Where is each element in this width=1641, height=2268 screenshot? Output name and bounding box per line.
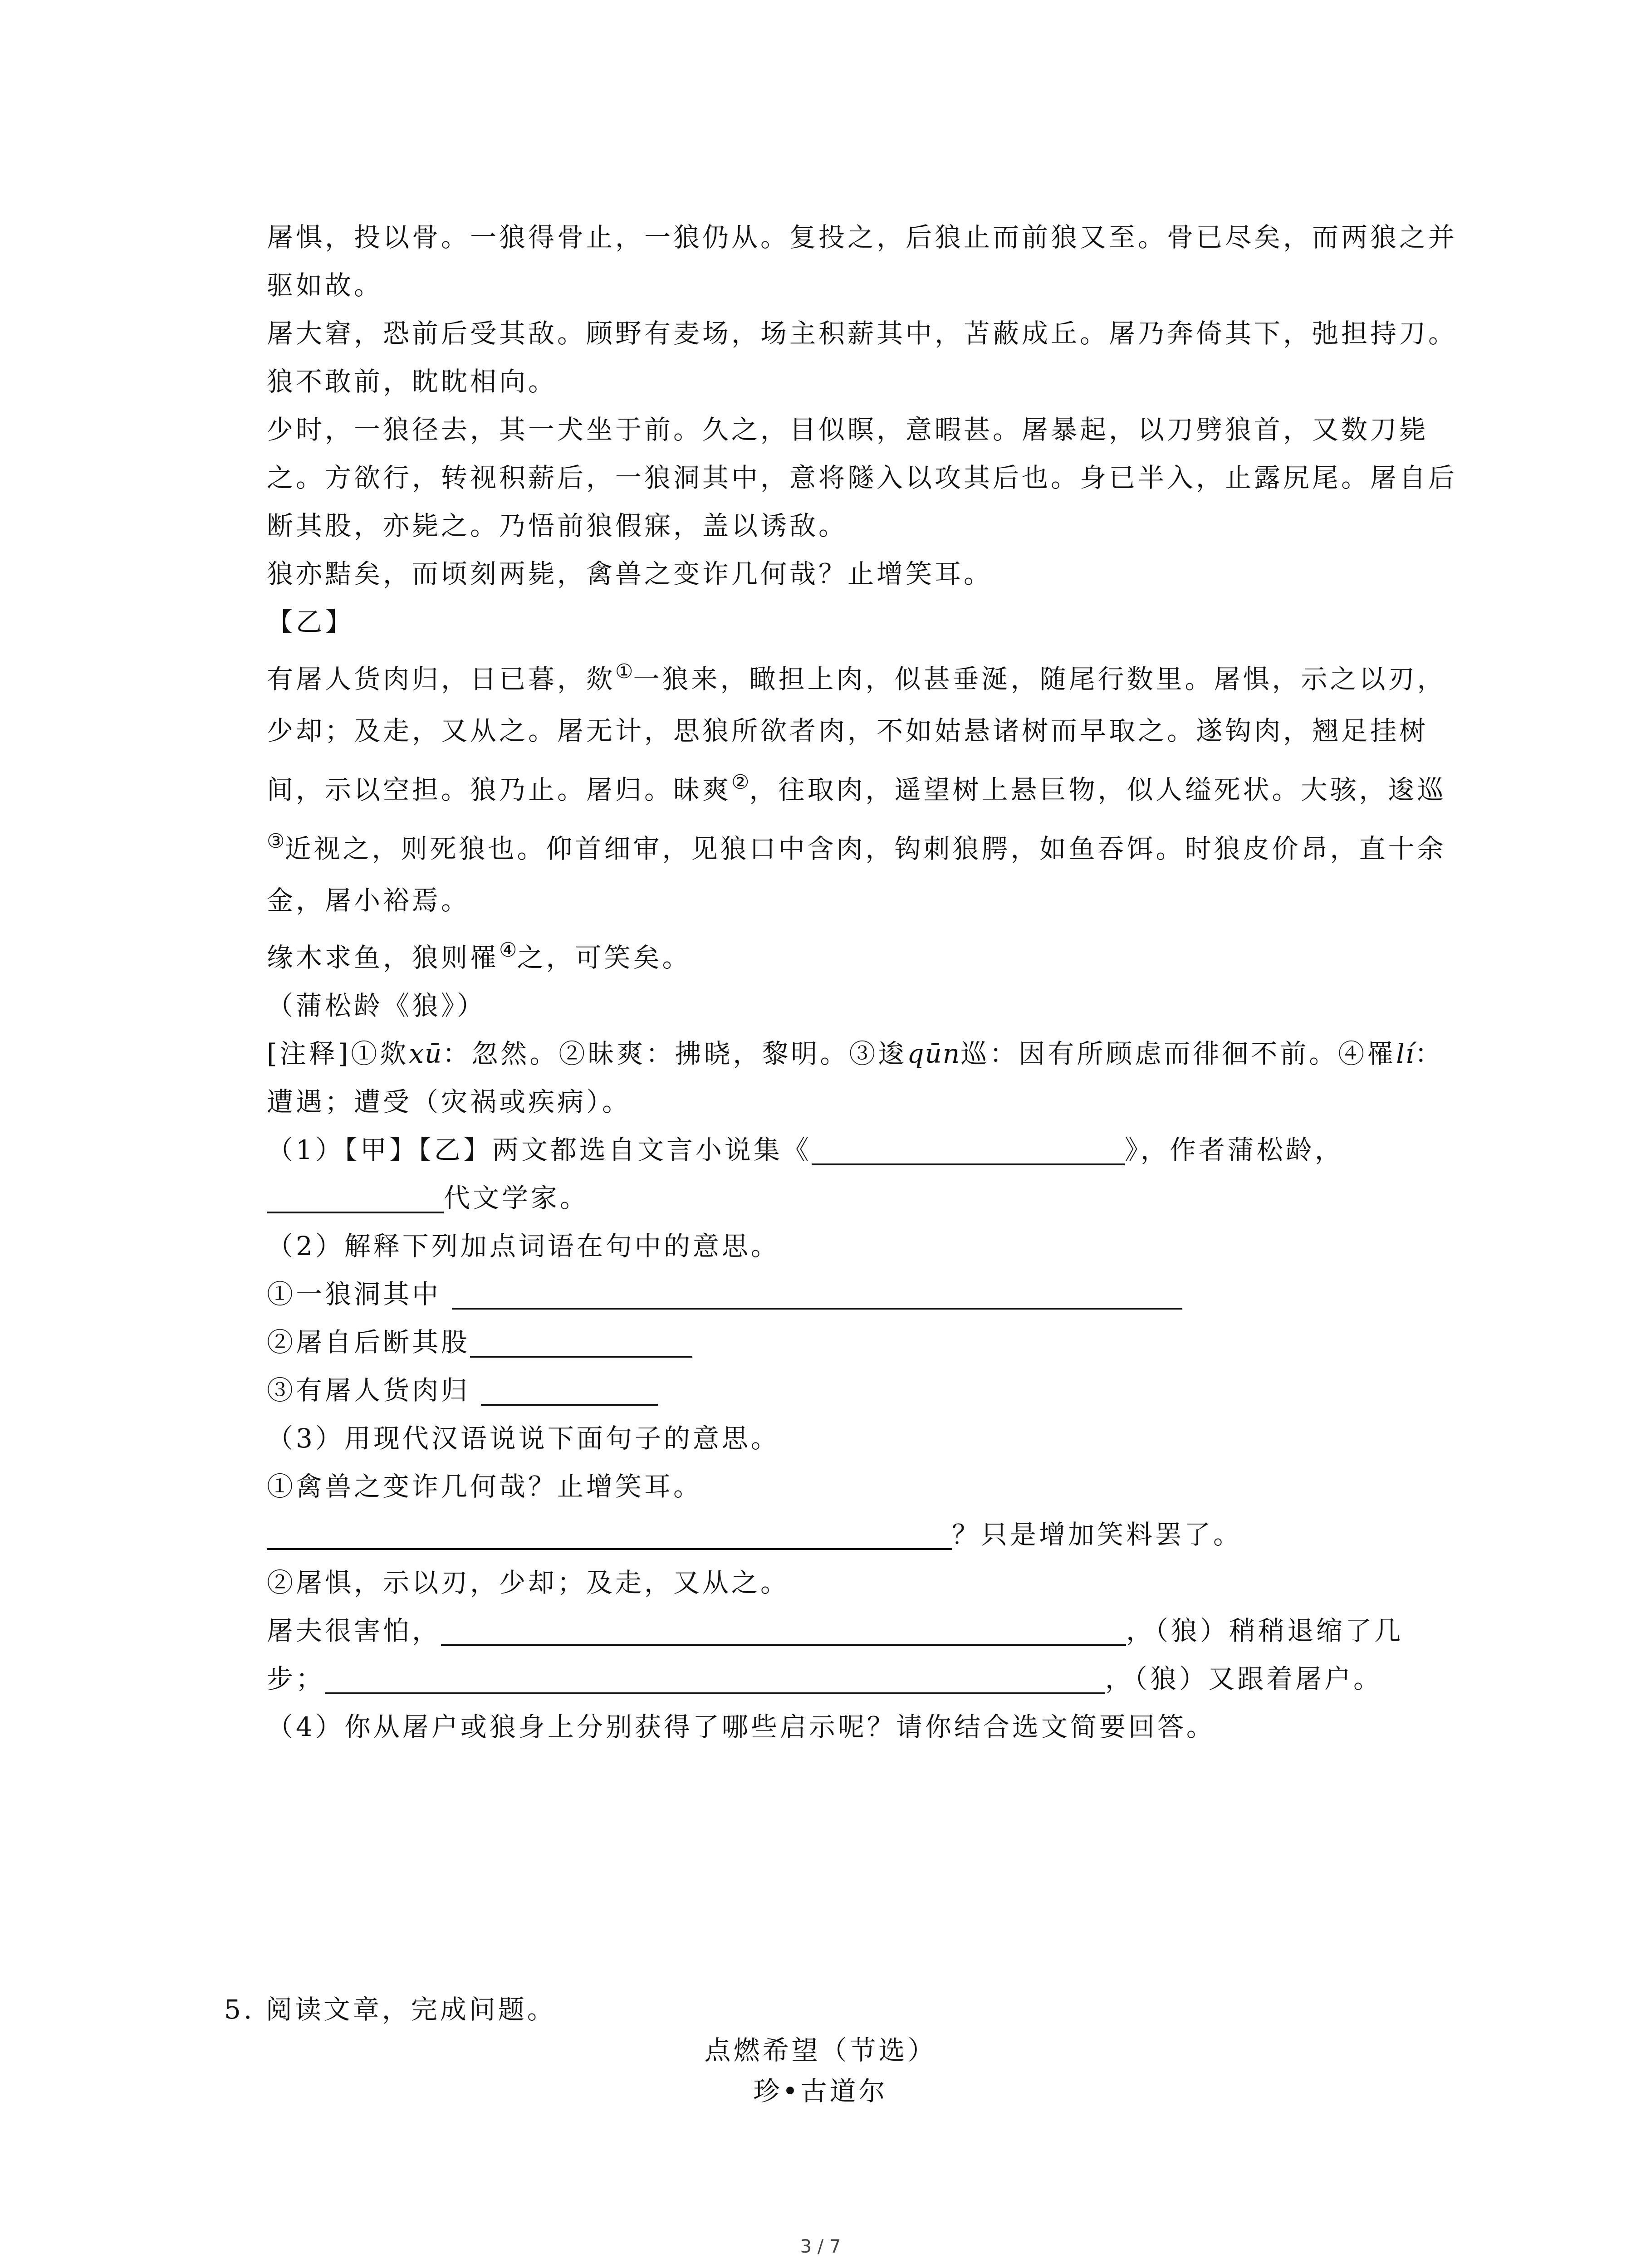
question-2-item-3: ③有屠人货肉归 <box>267 1366 1460 1414</box>
answer-blank[interactable] <box>267 1519 952 1550</box>
answer-blank[interactable] <box>452 1279 1182 1310</box>
annotation-notes: [注释]①欻xū：忽然。②昧爽：拂晓，黎明。③逡qūn巡：因有所顾虑而徘徊不前。④罹lí：遭遇；遭受（灾祸或疾病）。 <box>267 1038 1444 1117</box>
footnote-marker: ④ <box>499 938 517 962</box>
answer-blank[interactable] <box>267 1183 444 1213</box>
answer-blank[interactable] <box>441 1615 1126 1646</box>
footnote-marker: ② <box>731 771 749 794</box>
page-number: 3 / 7 <box>800 2236 841 2257</box>
jia-paragraph-4: 狼亦黠矣，而顷刻两毙，禽兽之变诈几何哉？止增笑耳。 <box>267 558 993 589</box>
answer-blank[interactable] <box>325 1663 1105 1694</box>
answer-blank[interactable] <box>481 1375 658 1406</box>
question-3-item-2-answer: 屠夫很害怕， ，（狼）稍稍退缩了几 步； ，（狼）又跟着屠户。 <box>267 1615 1404 1694</box>
question-3-item-2: ②屠惧，示以刃，少却；及走，又从之。 <box>267 1567 790 1598</box>
question-2-item-2: ②屠自后断其股 <box>267 1318 1460 1366</box>
passage-content <box>267 213 1460 1751</box>
jia-paragraph-3: 少时，一狼径去，其一犬坐于前。久之，目似瞑，意暇甚。屠暴起，以刀劈狼首，又数刀毙之。方欲行，转视积薪后，一狼洞其中，意将隧入以攻其后也。身已半入，止露尻尾。屠自后断其股，亦毙之。乃悟前狼假寐，盖以诱敌。 <box>267 414 1458 541</box>
question-5-label: 5. 阅读文章，完成问题。 <box>224 1994 556 2025</box>
question-3-item-1-answer: ？只是增加笑料罢了。 <box>267 1510 1460 1559</box>
question-2: （2）解释下列加点词语在句中的意思。 <box>267 1231 780 1261</box>
jia-paragraph-1: 屠惧，投以骨。一狼得骨止，一狼仍从。复投之，后狼止而前狼又至。骨已尽矣，而两狼之并驱如故。 <box>267 222 1458 301</box>
footnote-marker: ③ <box>267 830 285 853</box>
yi-paragraph-2: 缘木求鱼，狼则罹④之，可笑矣。 <box>267 938 691 973</box>
question-3: （3）用现代汉语说说下面句子的意思。 <box>267 1423 780 1454</box>
article-title: 点燃希望（节选） <box>704 2035 937 2066</box>
article-author: 珍•古道尔 <box>753 2076 888 2107</box>
yi-source: （蒲松龄《狼》） <box>267 990 486 1021</box>
question-3-item-1: ①禽兽之变诈几何哉？止增笑耳。 <box>267 1471 703 1502</box>
answer-blank[interactable] <box>812 1134 1125 1165</box>
question-1: （1）【甲】【乙】两文都选自文言小说集《 》，作者蒲松龄， 代文学家。 <box>267 1134 1344 1213</box>
question-4: （4）你从屠户或狼身上分别获得了哪些启示呢？请你结合选文简要回答。 <box>267 1711 1215 1742</box>
yi-paragraph-1: 有屠人货肉归，日已暮，欻①一狼来，瞰担上肉，似甚垂涎，随尾行数里。屠惧，示之以刃，少却；及走，又从之。屠无计，思狼所欲者肉，不如姑悬诸树而早取之。遂钩肉，翘足挂树间，示以空担。狼乃止。屠归。昧爽②，往取肉，遥望树上悬巨物，似人缢死状。大骇，逡巡③近视之，则死狼也。仰首细审，见狼口中含肉，钩刺狼腭，如鱼吞饵。时狼皮价昂，直十余金，屠小裕焉。 <box>267 660 1446 916</box>
footnote-marker: ① <box>615 660 633 683</box>
yi-heading: 【乙】 <box>267 606 354 637</box>
question-2-item-1: ①一狼洞其中 <box>267 1270 1460 1318</box>
jia-paragraph-2: 屠大窘，恐前后受其敌。顾野有麦场，场主积薪其中，苫蔽成丘。屠乃奔倚其下，弛担持刀。狼不敢前，眈眈相向。 <box>267 318 1458 397</box>
answer-blank[interactable] <box>470 1327 692 1358</box>
